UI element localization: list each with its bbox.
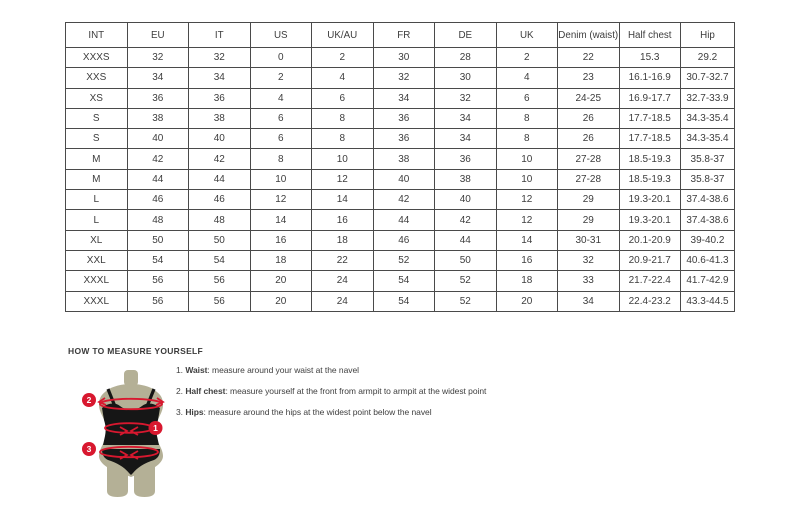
table-cell: 46 [127,190,189,210]
table-cell: 54 [373,291,435,311]
table-cell: 22 [558,48,620,68]
table-cell: 52 [435,291,497,311]
table-cell: 16.9-17.7 [619,88,681,108]
table-cell: 20 [250,291,312,311]
table-cell: 8 [496,129,558,149]
table-cell: 37.4-38.6 [681,190,735,210]
table-cell: 2 [312,48,374,68]
step-description: : measure around your waist at the navel [207,365,359,375]
table-cell: S [66,108,128,128]
table-cell: 34 [558,291,620,311]
column-header: UK/AU [312,23,374,48]
table-cell: 40 [435,190,497,210]
table-cell: 19.3-20.1 [619,210,681,230]
table-cell: 12 [496,190,558,210]
table-cell: M [66,149,128,169]
table-cell: 34.3-35.4 [681,108,735,128]
table-cell: 29 [558,190,620,210]
table-cell: 32.7-33.9 [681,88,735,108]
measure-step [176,385,576,398]
table-cell: 24 [312,271,374,291]
table-cell: 36 [127,88,189,108]
table-cell: 22.4-23.2 [619,291,681,311]
table-row [66,190,735,210]
table-cell: 17.7-18.5 [619,108,681,128]
table-cell: 30 [373,48,435,68]
table-cell: 4 [312,68,374,88]
table-cell: 48 [189,210,251,230]
table-cell: 35.8-37 [681,149,735,169]
size-chart-table [65,22,735,312]
table-cell: 18 [250,250,312,270]
table-cell: 30-31 [558,230,620,250]
table-cell: 54 [189,250,251,270]
table-cell: 10 [496,149,558,169]
table-cell: 14 [496,230,558,250]
table-cell: 17.7-18.5 [619,129,681,149]
table-cell: L [66,210,128,230]
table-row [66,48,735,68]
table-cell: 24 [312,291,374,311]
table-cell: 32 [127,48,189,68]
table-row [66,210,735,230]
step-label: Half chest [185,386,226,396]
svg-text:3: 3 [86,444,92,454]
table-cell: 36 [189,88,251,108]
table-cell: 35.8-37 [681,169,735,189]
table-cell: 18.5-19.3 [619,149,681,169]
table-cell: 8 [312,108,374,128]
table-cell: 42 [127,149,189,169]
step-description: : measure yourself at the front from armpit to armpit at the widest point [225,386,487,396]
step-number: 1. [176,365,186,375]
table-cell: 16 [312,210,374,230]
table-cell: M [66,169,128,189]
table-cell: 52 [435,271,497,291]
table-cell: L [66,190,128,210]
table-cell: 30.7-32.7 [681,68,735,88]
table-cell: S [66,129,128,149]
svg-text:2: 2 [86,395,92,405]
table-cell: 56 [127,291,189,311]
table-cell: 16 [250,230,312,250]
table-cell: XXL [66,250,128,270]
table-row [66,169,735,189]
measure-step [176,406,576,419]
column-header: DE [435,23,497,48]
table-cell: 8 [312,129,374,149]
table-cell: 41.7-42.9 [681,271,735,291]
table-cell: 20.9-21.7 [619,250,681,270]
table-cell: 6 [312,88,374,108]
table-cell: 20.1-20.9 [619,230,681,250]
table-cell: 14 [250,210,312,230]
table-cell: 6 [250,129,312,149]
table-cell: 16.1-16.9 [619,68,681,88]
table-row [66,230,735,250]
table-cell: 34 [435,129,497,149]
table-cell: 12 [250,190,312,210]
table-row [66,291,735,311]
table-cell: 46 [373,230,435,250]
table-cell: 29 [558,210,620,230]
table-cell: 28 [435,48,497,68]
step-description: : measure around the hips at the widest point below the navel [203,407,432,417]
table-cell: 50 [189,230,251,250]
table-cell: 44 [127,169,189,189]
table-cell: 38 [373,149,435,169]
table-cell: 42 [189,149,251,169]
table-cell: 54 [127,250,189,270]
table-cell: 54 [373,271,435,291]
table-cell: 23 [558,68,620,88]
table-cell: 50 [127,230,189,250]
table-cell: 29.2 [681,48,735,68]
table-cell: 36 [435,149,497,169]
badge-2 [82,393,96,407]
table-cell: 10 [496,169,558,189]
table-cell: 10 [250,169,312,189]
table-cell: 32 [373,68,435,88]
table-cell: 38 [127,108,189,128]
table-cell: 44 [189,169,251,189]
table-row [66,129,735,149]
table-row [66,108,735,128]
table-cell: 18.5-19.3 [619,169,681,189]
table-cell: 38 [435,169,497,189]
table-cell: 16 [496,250,558,270]
table-cell: 18 [312,230,374,250]
table-cell: 8 [496,108,558,128]
table-cell: 44 [435,230,497,250]
table-cell: 56 [189,291,251,311]
column-header: INT [66,23,128,48]
table-cell: 42 [435,210,497,230]
step-label: Hips [185,407,204,417]
table-cell: 2 [496,48,558,68]
table-cell: 2 [250,68,312,88]
table-cell: 36 [373,129,435,149]
mannequin-illustration [78,365,193,500]
table-cell: XXXL [66,291,128,311]
table-cell: 37.4-38.6 [681,210,735,230]
size-table-head-row [66,23,735,48]
column-header: Hip [681,23,735,48]
size-chart-section [65,22,735,312]
table-cell: 6 [250,108,312,128]
column-header: US [250,23,312,48]
table-cell: 34 [373,88,435,108]
table-cell: 18 [496,271,558,291]
table-cell: 39-40.2 [681,230,735,250]
table-cell: 15.3 [619,48,681,68]
table-cell: 34.3-35.4 [681,129,735,149]
table-row [66,250,735,270]
svg-text:1: 1 [153,423,158,433]
badge-1 [149,421,163,435]
table-cell: 22 [312,250,374,270]
badge-3 [82,442,96,456]
size-table-body [66,48,735,312]
table-cell: 34 [127,68,189,88]
table-cell: 20 [496,291,558,311]
table-cell: 48 [127,210,189,230]
table-cell: 46 [189,190,251,210]
table-cell: 44 [373,210,435,230]
column-header: UK [496,23,558,48]
measure-section-heading: HOW TO MEASURE YOURSELF [68,346,204,356]
measurement-figure [78,365,193,500]
table-cell: 32 [189,48,251,68]
table-cell: 21.7-22.4 [619,271,681,291]
table-cell: 4 [250,88,312,108]
table-cell: 19.3-20.1 [619,190,681,210]
table-cell: 40 [373,169,435,189]
table-cell: 26 [558,108,620,128]
table-cell: 42 [373,190,435,210]
table-cell: 32 [558,250,620,270]
table-cell: 40 [189,129,251,149]
table-cell: 0 [250,48,312,68]
table-cell: 6 [496,88,558,108]
table-row [66,149,735,169]
table-cell: 38 [189,108,251,128]
table-cell: 26 [558,129,620,149]
column-header: Denim (waist) [558,23,620,48]
table-cell: 27-28 [558,149,620,169]
step-number: 2. [176,386,186,396]
table-cell: 12 [312,169,374,189]
measure-steps [176,364,576,427]
table-cell: 40 [127,129,189,149]
table-cell: 40.6-41.3 [681,250,735,270]
table-cell: 34 [189,68,251,88]
table-cell: 4 [496,68,558,88]
table-row [66,88,735,108]
column-header: FR [373,23,435,48]
column-header: EU [127,23,189,48]
table-cell: 33 [558,271,620,291]
table-cell: 43.3-44.5 [681,291,735,311]
table-cell: 8 [250,149,312,169]
table-cell: XL [66,230,128,250]
column-header: Half chest [619,23,681,48]
table-cell: 10 [312,149,374,169]
step-label: Waist [185,365,208,375]
table-cell: XS [66,88,128,108]
table-cell: 24-25 [558,88,620,108]
table-cell: XXXL [66,271,128,291]
table-cell: 50 [435,250,497,270]
table-cell: 34 [435,108,497,128]
table-cell: 12 [496,210,558,230]
size-table-head [66,23,735,48]
table-cell: 20 [250,271,312,291]
table-cell: 30 [435,68,497,88]
column-header: IT [189,23,251,48]
table-row [66,68,735,88]
step-number: 3. [176,407,186,417]
table-cell: 52 [373,250,435,270]
table-cell: 14 [312,190,374,210]
table-cell: 56 [189,271,251,291]
table-cell: 27-28 [558,169,620,189]
table-cell: XXXS [66,48,128,68]
measure-step [176,364,576,377]
table-row [66,271,735,291]
table-cell: 56 [127,271,189,291]
mannequin-neck [124,370,138,386]
table-cell: 32 [435,88,497,108]
table-cell: XXS [66,68,128,88]
table-cell: 36 [373,108,435,128]
